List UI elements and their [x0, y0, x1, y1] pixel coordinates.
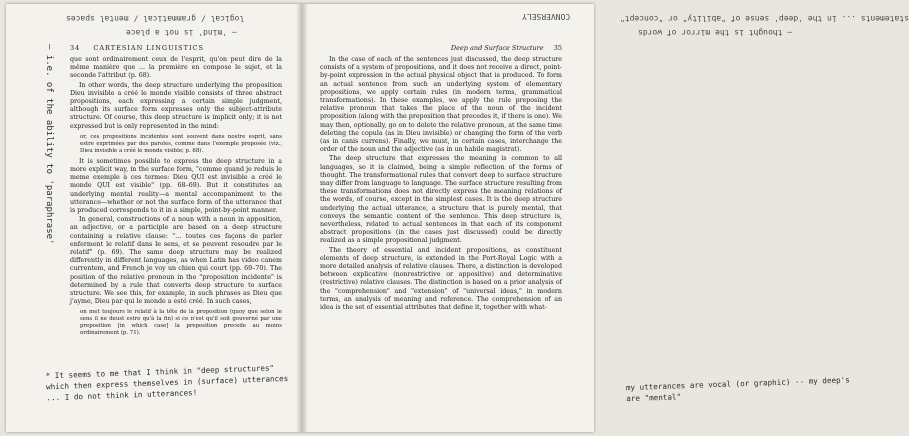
handwritten-note-top-left: logical / grammatical / mental spaces: [66, 14, 245, 23]
right-head-title: Deep and Surface Structure: [450, 44, 544, 52]
handwritten-note-top-left-2: — 'mind' is not a place: [126, 28, 237, 37]
paragraph: It is sometimes possible to express the deep structure in a more explicit way, in the surface form, "comme quand je reduis le meme exemple à ces termes: Dieu QUI est invisible a créé le monde QUI est visible" (pp. 68–69). But it constitutes an underlying mental reality—a mental accompaniment to the utterance—whether or not the surface form of the utterance that is produced corresponds to it in a simple, point-by-point manner.: [70, 157, 282, 215]
handwritten-margin-note: — i.e. of the ability to 'paraphrase': [44, 44, 54, 245]
left-running-head: [70, 44, 204, 52]
paragraph: In other words, the deep structure underlying the proposition Dieu invisible a créé le monde visible consists of three abstract propositions, each expressing a certain simple judgment, although its surface form expresses only the subject-attribute structure. Of course, this deep structure is implicit only; it is not expressed but is only represented in the mind:: [70, 81, 282, 130]
left-page: [6, 4, 296, 432]
right-page-number: 35: [553, 44, 562, 52]
left-head-title: CARTESIAN LINGUISTICS: [93, 44, 204, 52]
book-gutter: [296, 4, 308, 432]
book-spread: [6, 4, 909, 432]
block-quote: or, ces propositions incidentes sont souvent dans nostre esprit, sans estre exprimées par des paroles, comme dans l'exemple proposée (viz., Dieu invisible a créé le monde visible; p. 68).: [80, 133, 282, 154]
paragraph: In general, constructions of a noun with a noun in apposition, an adjective, or a participle are based on a deep structure containing a relative clause: "... toutes ces façons de parler enferment le relatif dans le sens, et se peuvent resoudre par le relatif" (p. 69). The same deep structure may be realized differently in different languages, as when Latin has video canem currentem, and French je voy un chien qui court (pp. 69–70). The position of the relative pronoun in the "proposition incidente" is determined by a rule that converts deep structure to surface structure. We see this, for example, in such phrases as Dieu que j'ayme, Dieu par qui le monde a esté créé. In such cases,: [70, 216, 282, 306]
right-page: [308, 4, 909, 432]
right-page-body: [320, 56, 562, 313]
right-running-head: [451, 44, 562, 52]
handwritten-corner-note: CONVERSELY: [522, 12, 571, 21]
handwritten-note-bottom-right: my utterances are vocal (or graphic) -- my deep's are "mental": [625, 375, 850, 404]
block-quote: on met toujours le relatif à la tête de la proposition (quoy que selon le sens il ne deust estre qu'à la fin) si ce n'est qu'il soit gouverné par une preposition [in which case] la preposition precede au moins ordinairement (p. 71).: [80, 309, 282, 337]
paragraph: The theory of essential and incident propositions, as constituent elements of deep structure, is extended in the Port-Royal Logic with a more detailed analysis of relative clauses. There, a distinction is developed between explicative (nonrestrictive or appositive) and determinative (restrictive) relative clauses. The distinction is based on a prior analysis of the "comprehension" and "extension" of "universal ideas," in modern terms, an analysis of meaning and reference. The comprehension of an idea is the set of essential attributes that define it, together with what-: [320, 246, 562, 312]
handwritten-note-top-right-2: — thought is the mirror of words: [638, 28, 793, 37]
left-page-number: 34: [70, 44, 81, 52]
paragraph: que sont ordinairement ceux de l'esprit, qu'on peut dire de la même manière que ... la première en compose le sujet, et la seconde l'attribut (p. 68).: [70, 56, 282, 80]
paragraph: The deep structure that expresses the meaning is common to all languages, so it is claimed, being a simple reflection of the forms of thought. The transformational rules that convert deep to surface structure may differ from language to language. The surface structure resulting from these transformations does not directly express the meaning relations of the words, of course, except in the simplest cases. It is the deep structure underlying the actual utterance, a structure that is purely mental, that conveys the semantic content of the sentence. This deep structure is, nevertheless, related to actual sentences in that each of its component abstract propositions (in the cases just discussed) could be directly realized as a simple propositional judgment.: [320, 155, 562, 245]
paragraph: In the case of each of the sentences just discussed, the deep structure consists of a system of propositions, and it does not receive a direct, point-by-point expression in the actual physical object that is produced. To form an actual sentence from such an underlying system of elementary propositions, we apply certain rules (in modern terms, grammatical transformations). In these examples, we apply the rule preposing the relative pronoun that takes the place of the noun of the incident proposition (along with the preposition that precedes it, if there is one). We may then, optionally, go on to delete the relative pronoun, at the same time deleting the copula (as in Dieu invisible) or changing the form of the verb (as in canis currens). Finally, we must, in certain cases, interchange the order of the noun and the adjective (as in un habile magistrat).: [320, 56, 562, 154]
handwritten-note-bottom-left: * It seems to me that I think in "deep structures" which then express themselves in (surface) utterances ... I do not think in utterances!: [45, 363, 289, 403]
handwritten-note-top-right: statements ... in the 'deep' sense of "ability" or "concept": [620, 14, 909, 23]
left-page-body: [70, 56, 282, 340]
